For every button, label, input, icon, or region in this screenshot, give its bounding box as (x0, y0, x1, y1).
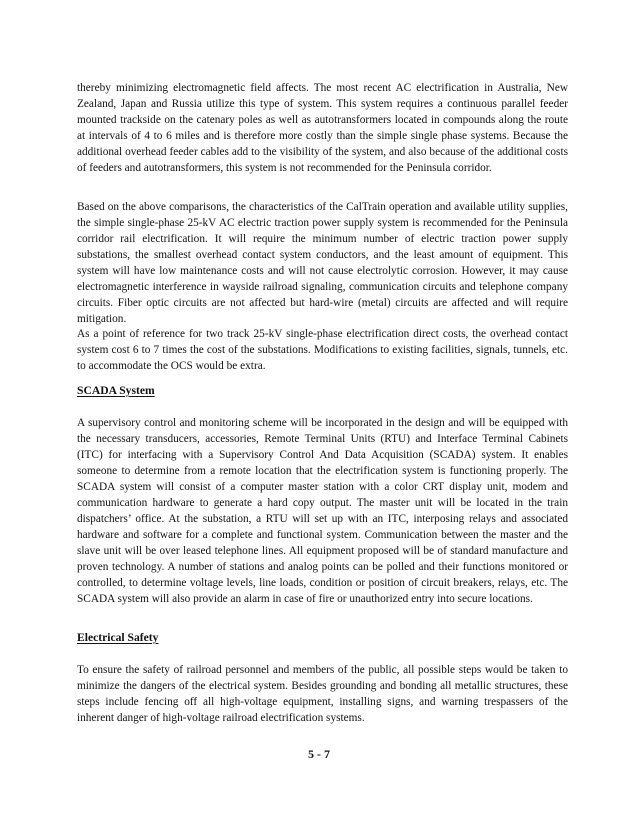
paragraph-cost-reference: As a point of reference for two track 25-kV single-phase electrification direct costs, the overhead contact system cost 6 to 7 times the cost of the substations. Modifications to existing facilities, signals, tunnels, etc. to accommodate the OCS would be extra. (77, 328, 568, 372)
page-number: 5 - 7 (308, 747, 330, 761)
paragraph-electrical-safety: To ensure the safety of railroad personnel and members of the public, all possible steps would be taken to minimize the dangers of the electrical system. Besides grounding and bonding all metallic structures, these steps include fencing off all high-voltage equipment, installing signs, and warning trespassers of the inherent danger of high-voltage railroad electrification systems. (77, 664, 568, 724)
heading-electrical-safety: Electrical Safety (77, 631, 159, 644)
paragraph-recommendation: Based on the above comparisons, the characteristics of the CalTrain operation and available utility supplies, the simple single-phase 25-kV AC electric traction power supply system is recommended for the Peninsula corridor rail electrification. It will require the minimum number of electric traction power supply substations, the smallest overhead contact system conductors, and the least amount of equipment. This system will have low maintenance costs and will not cause electrolytic corrosion. However, it may cause electromagnetic interference in wayside railroad signaling, communication circuits and telephone company circuits. Fiber optic circuits are not affected but hard-wire (metal) circuits are affected and will require mitigation. (77, 201, 568, 325)
paragraph-scada: A supervisory control and monitoring scheme will be incorporated in the design and will be equipped with the necessary transducers, accessories, Remote Terminal Units (RTU) and Interface Terminal Cabinets (ITC) for interfacing with a Supervisory Control And Data Acquisition (SCADA) system. It enables someone to determine from a remote location that the electrification system is functioning properly. The SCADA system will consist of a computer master station with a color CRT display unit, modem and communication hardware to generate a hard copy output. The master unit will be located in the train dispatchers’ office. At the substation, a RTU will set up with an ITC, interposing relays and associated hardware and software for a complete and functional system. Communication between the master and the slave unit will be over leased telephone lines. All equipment proposed will be of standard manufacture and proven technology. A number of stations and analog points can be polled and their functions monitored or controlled, to determine voltage levels, line loads, condition or position of circuit breakers, relays, etc. The SCADA system will also provide an alarm in case of fire or unauthorized entry into secure locations. (77, 417, 568, 605)
heading-scada-system: SCADA System (77, 384, 155, 397)
paragraph-autotransformer-system: thereby minimizing electromagnetic field affects. The most recent AC electrification in Australia, New Zealand, Japan and Russia utilize this type of system. This system requires a continuous parallel feeder mounted trackside on the catenary poles as well as autotransformers located in compounds along the route at intervals of 4 to 6 miles and is therefore more costly than the simple single phase systems. Because the additional overhead feeder cables add to the visibility of the system, and also because of the additional costs of feeders and autotransformers, this system is not recommended for the Peninsula corridor. (77, 82, 568, 174)
